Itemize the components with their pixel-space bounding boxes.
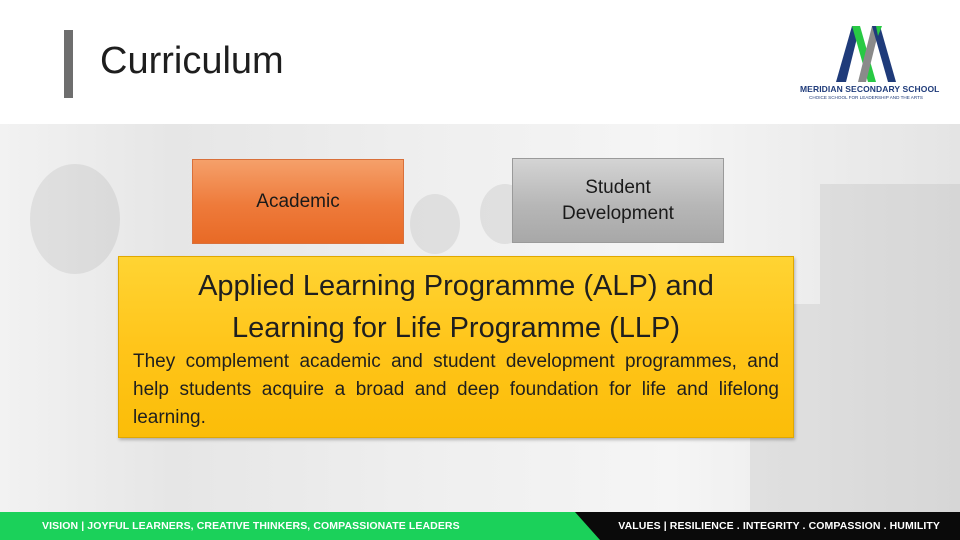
page-title: Curriculum [100, 40, 284, 82]
alp-heading-line2: Learning for Life Programme (LLP) [231, 312, 681, 344]
school-tagline: CHOICE SCHOOL FOR LEADERSHIP AND THE ARTS [809, 95, 923, 100]
alp-heading-line1: Applied Learning Programme (ALP) and [198, 270, 714, 302]
title-accent-bar [64, 30, 73, 98]
alp-llp-description: They complement academic and student development programmes, and help students acquire a broad and deep foundation for life and lifelong learning. [133, 351, 779, 428]
values-statement: VALUES | RESILIENCE . INTEGRITY . COMPASSION . HUMILITY [618, 520, 940, 532]
student-development-label-line2: Development [562, 202, 674, 224]
vision-statement: VISION | JOYFUL LEARNERS, CREATIVE THINKERS, COMPASSIONATE LEADERS [42, 520, 460, 532]
school-name: MERIDIAN SECONDARY SCHOOL [800, 84, 940, 94]
academic-box [192, 159, 404, 244]
school-crest-icon [832, 22, 900, 82]
academic-label: Academic [256, 190, 340, 212]
school-logo [800, 22, 940, 104]
alp-llp-heading [119, 265, 793, 349]
student-development-label-line1: Student [585, 176, 651, 198]
alp-llp-box [118, 256, 794, 438]
student-development-box [512, 158, 724, 243]
footer-bar [0, 512, 960, 540]
